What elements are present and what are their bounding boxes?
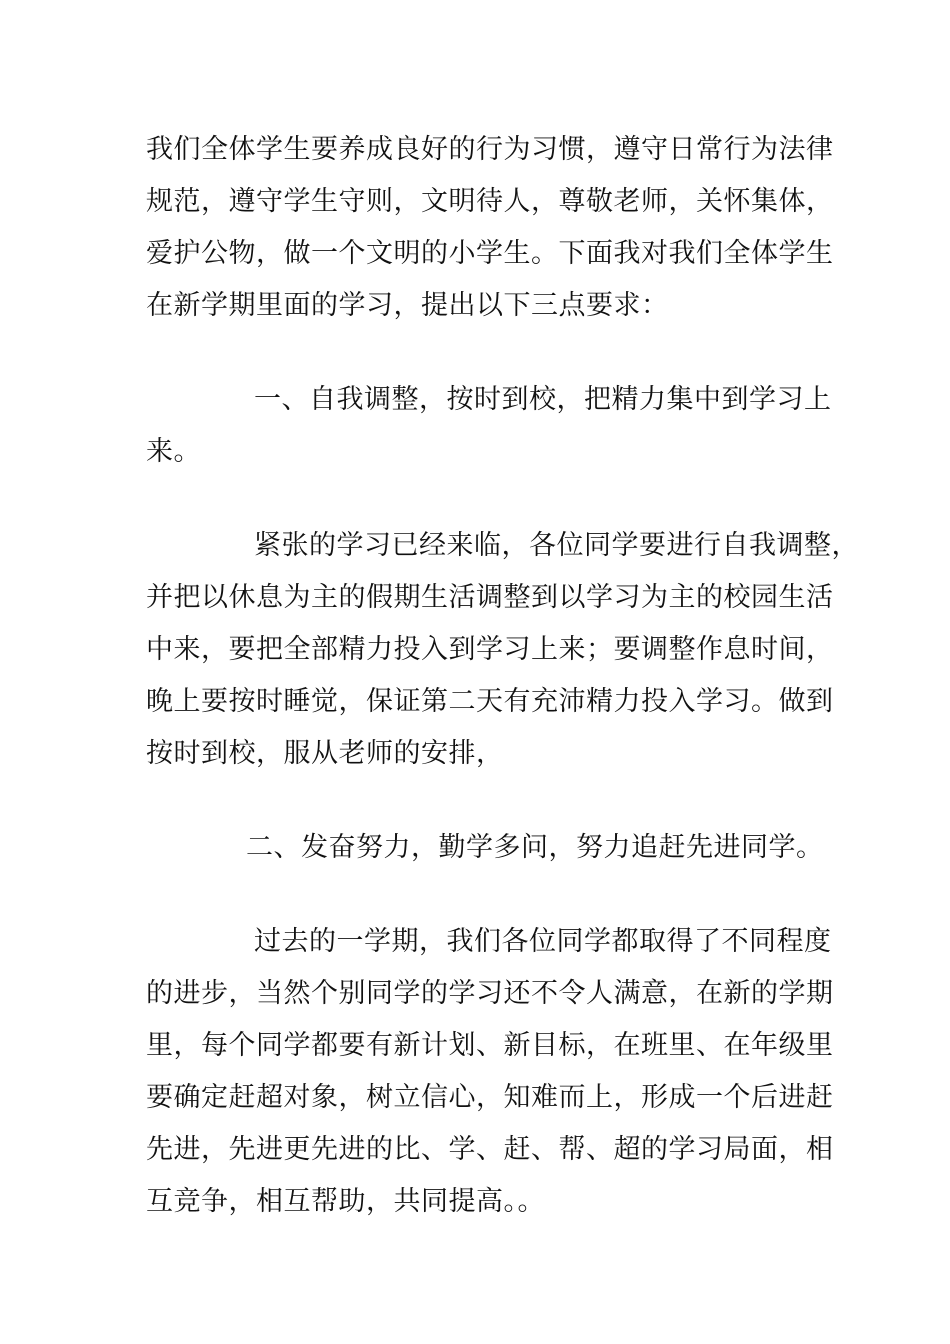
text-line: 二、发奋努力，勤学多问，努力追赶先进同学。 xyxy=(246,832,824,863)
text-line: 里，每个同学都要有新计划、新目标，在班里、在年级里 xyxy=(146,1030,834,1061)
text-line: 中来，要把全部精力投入到学习上来；要调整作息时间， xyxy=(146,634,834,665)
text-line: 规范，遵守学生守则，文明待人，尊敬老师，关怀集体， xyxy=(146,186,834,217)
text-line: 先进，先进更先进的比、学、赶、帮、超的学习局面，相 xyxy=(146,1134,834,1165)
text-line: 要确定赶超对象，树立信心，知难而上，形成一个后进赶 xyxy=(146,1082,834,1113)
text-line: 我们全体学生要养成良好的行为习惯，遵守日常行为法律 xyxy=(146,134,834,165)
text-line: 一、自我调整，按时到校，把精力集中到学习上 xyxy=(254,384,832,415)
text-line: 的进步，当然个别同学的学习还不令人满意，在新的学期 xyxy=(146,978,834,1009)
text-line: 晚上要按时睡觉，保证第二天有充沛精力投入学习。做到 xyxy=(146,686,834,717)
text-line: 互竞争，相互帮助，共同提高。。 xyxy=(146,1186,545,1217)
text-line: 过去的一学期，我们各位同学都取得了不同程度 xyxy=(254,926,832,957)
text-line: 紧张的学习已经来临，各位同学要进行自我调整， xyxy=(254,530,859,561)
text-line: 爱护公物，做一个文明的小学生。下面我对我们全体学生 xyxy=(146,238,834,269)
text-line: 在新学期里面的学习，提出以下三点要求： xyxy=(146,290,669,321)
text-line: 来。 xyxy=(146,436,201,467)
text-line: 按时到校，服从老师的安排， xyxy=(146,738,504,769)
text-line: 并把以休息为主的假期生活调整到以学习为主的校园生活 xyxy=(146,582,834,613)
